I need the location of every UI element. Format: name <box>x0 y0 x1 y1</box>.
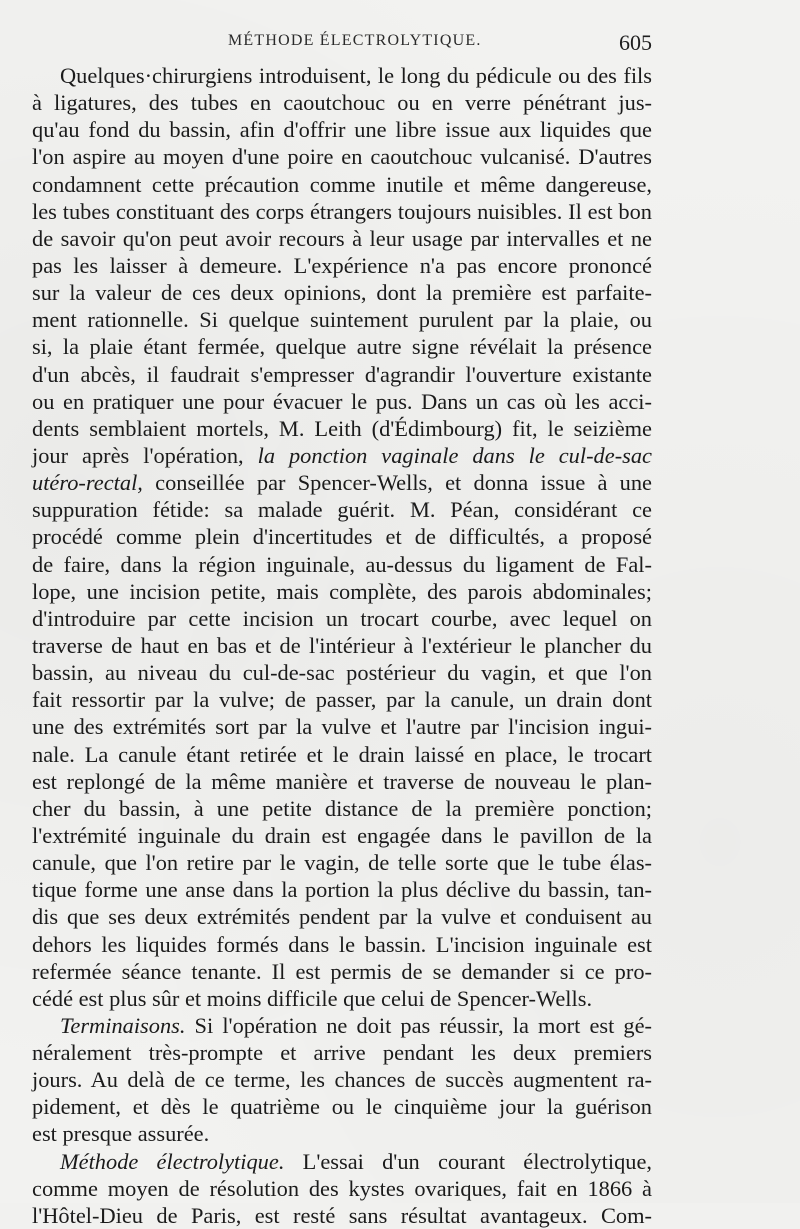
text-span: lope, une incision petite, mais complète, des parois abdominales; <box>32 578 652 604</box>
italic-text: la ponction vaginale dans le cul-de-sac <box>257 442 652 468</box>
running-title: MÉTHODE ÉLECTROLYTIQUE. <box>228 32 482 49</box>
text-line <box>32 551 652 578</box>
italic-text: Méthode électrolytique. <box>60 1148 285 1174</box>
text-span: nale. La canule étant retirée et le drain laissé en place, le trocart <box>32 741 652 767</box>
text-line <box>32 1175 652 1202</box>
text-line <box>32 659 652 686</box>
text-line <box>32 768 652 795</box>
text-line <box>32 795 652 822</box>
text-line <box>32 1148 652 1175</box>
text-span: traverse de haut en bas et de l'intérieur à l'extérieur le plancher du <box>32 632 652 658</box>
text-span: tique forme une anse dans la portion la plus déclive du bassin, tan- <box>32 877 652 903</box>
text-span: refermée séance tenante. Il est permis de se demander si ce pro- <box>32 958 652 984</box>
text-span: dents semblaient mortels, M. Leith (d'Édimbourg) fit, le seizième <box>32 415 652 441</box>
text-span: cher du bassin, à une petite distance de la première ponction; <box>32 795 652 821</box>
text-line <box>32 116 652 143</box>
text-span: fait ressortir par la vulve; de passer, par la canule, un drain dont <box>32 687 652 713</box>
text-span: est presque assurée. <box>32 1121 210 1147</box>
text-span: Quelques·chirurgiens introduisent, le long du pédicule ou des fils <box>60 63 652 88</box>
text-line <box>32 279 652 306</box>
text-span: condamnent cette précaution comme inutile et même dangereuse, <box>32 171 652 197</box>
text-line <box>32 388 652 415</box>
text-line <box>32 523 652 550</box>
text-line <box>32 89 652 116</box>
text-span: ment rationnelle. Si quelque suintement purulent par la plaie, ou <box>32 307 652 333</box>
body-text <box>32 62 652 1229</box>
text-span: Si l'opération ne doit pas réussir, la mort est gé- <box>185 1012 652 1038</box>
text-line <box>32 442 652 469</box>
text-span: dis que ses deux extrémités pendent par la vulve et conduisent au <box>32 904 652 930</box>
text-line <box>32 252 652 279</box>
text-span: pidement, et dès le quatrième ou le cinquième jour la guérison <box>32 1094 652 1120</box>
text-line <box>32 1066 652 1093</box>
text-line <box>32 876 652 903</box>
text-line <box>32 931 652 958</box>
text-line <box>32 198 652 225</box>
text-line <box>32 741 652 768</box>
running-header <box>32 30 652 56</box>
text-line <box>32 361 652 388</box>
text-span: pas les laisser à demeure. L'expérience n'a pas encore prononcé <box>32 252 652 278</box>
text-span: sur la valeur de ces deux opinions, dont la première est parfaite- <box>32 280 652 306</box>
text-line <box>32 713 652 740</box>
text-line <box>32 822 652 849</box>
text-span: dehors les liquides formés dans le bassin. L'incision inguinale est <box>32 931 652 957</box>
text-line <box>32 605 652 632</box>
text-span: cédé est plus sûr et moins difficile que celui de Spencer-Wells. <box>32 985 593 1011</box>
text-span: L'essai d'un courant électrolytique, <box>284 1148 652 1174</box>
text-span: l'extrémité inguinale du drain est engagée dans le pavillon de la <box>32 822 652 848</box>
text-span: conseillée par Spencer-Wells, et donna issue à une <box>142 470 652 496</box>
text-span: procédé comme plein d'incertitudes et de difficultés, a proposé <box>32 524 652 550</box>
text-span: néralement très-prompte et arrive pendant les deux premiers <box>32 1040 652 1066</box>
text-span: les tubes constituant des corps étrangers toujours nuisibles. Il est bon <box>32 198 652 224</box>
text-line <box>32 1012 652 1039</box>
text-line <box>32 415 652 442</box>
text-line <box>32 225 652 252</box>
text-span: qu'au fond du bassin, afin d'offrir une libre issue aux liquides que <box>32 117 652 143</box>
text-line <box>32 333 652 360</box>
text-line <box>32 958 652 985</box>
page-number: 605 <box>619 30 652 55</box>
text-line <box>32 469 652 496</box>
text-span: suppuration fétide: sa malade guérit. M. Péan, considérant ce <box>32 497 652 523</box>
text-line <box>32 1039 652 1066</box>
text-line <box>32 1202 652 1229</box>
text-span: jours. Au delà de ce terme, les chances de succès augmentent ra- <box>32 1067 652 1093</box>
text-line <box>32 496 652 523</box>
text-line <box>32 306 652 333</box>
text-line <box>32 171 652 198</box>
text-line <box>32 903 652 930</box>
text-span: l'Hôtel-Dieu de Paris, est resté sans résultat avantageux. Com- <box>32 1202 652 1228</box>
text-span: d'introduire par cette incision un trocart courbe, avec lequel on <box>32 605 652 631</box>
text-line <box>32 578 652 605</box>
text-span: canule, que l'on retire par le vagin, de telle sorte que le tube élas- <box>32 850 652 876</box>
text-line <box>32 632 652 659</box>
italic-text: utéro-rectal, <box>32 470 143 496</box>
text-span: jour après l'opération, <box>32 442 258 468</box>
text-line <box>32 1093 652 1120</box>
italic-text: Terminaisons. <box>60 1012 186 1038</box>
text-span: de savoir qu'on peut avoir recours à leur usage par intervalles et ne <box>32 225 652 251</box>
text-span: une des extrémités sort par la vulve et l'autre par l'incision ingui- <box>32 714 652 740</box>
text-line <box>32 143 652 170</box>
text-line <box>32 849 652 876</box>
text-line <box>32 985 652 1012</box>
text-span: est replongé de la même manière et traverse de nouveau le plan- <box>32 768 652 794</box>
text-span: d'un abcès, il faudrait s'empresser d'agrandir l'ouverture existante <box>32 361 652 387</box>
text-span: ou en pratiquer une pour évacuer le pus. Dans un cas où les acci- <box>32 388 652 414</box>
text-span: à ligatures, des tubes en caoutchouc ou en verre pénétrant jus- <box>32 90 652 116</box>
text-span: de faire, dans la région inguinale, au-dessus du ligament de Fal- <box>32 551 652 577</box>
text-line <box>32 1120 652 1147</box>
text-span: comme moyen de résolution des kystes ovariques, fait en 1866 à <box>32 1175 652 1201</box>
text-line <box>32 62 652 89</box>
text-span: l'on aspire au moyen d'une poire en caoutchouc vulcanisé. D'autres <box>32 144 652 170</box>
text-span: si, la plaie étant fermée, quelque autre signe révélait la présence <box>32 334 652 360</box>
text-line <box>32 686 652 713</box>
text-span: bassin, au niveau du cul-de-sac postérieur du vagin, et que l'on <box>32 660 652 686</box>
